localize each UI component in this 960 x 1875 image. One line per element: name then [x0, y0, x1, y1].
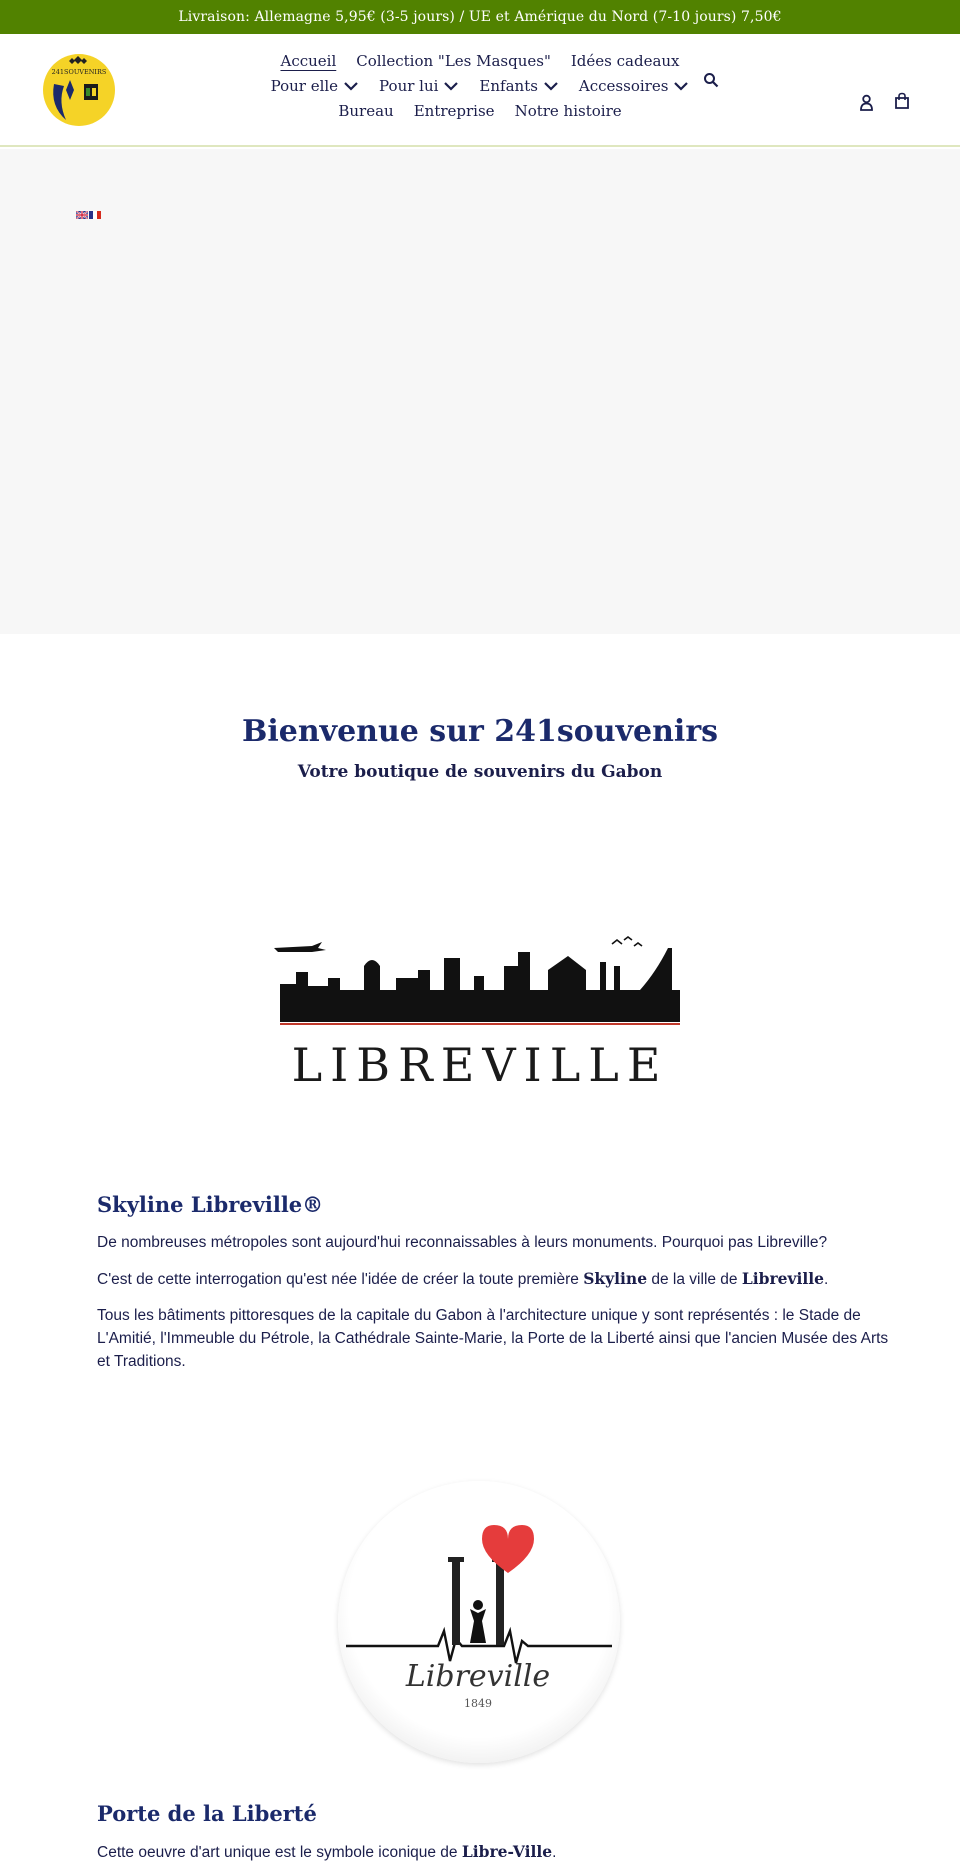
search-icon	[703, 72, 719, 88]
welcome-title: Bienvenue sur 241souvenirs	[241, 714, 719, 749]
nav-label: Pour lui	[379, 76, 439, 95]
skyline-article-p3: Tous les bâtiments pittoresques de la capitale du Gabon à l'architecture unique y sont représentés : le Stade de L'Amitié, l'Immeuble du Pétrole, la Cathédrale Sainte-Marie, la Porte de la Liberté ainsi que l'ancien Musée des Arts et Traditions.	[97, 1307, 889, 1370]
flag-fr-icon[interactable]	[89, 211, 101, 219]
flag-en-icon[interactable]	[76, 211, 88, 219]
skyline-word: LIBREVILLE	[291, 1038, 669, 1092]
announcement-text: Livraison: Allemagne 5,95€ (3-5 jours) / UE et Amérique du Nord (7-10 jours) 7,50€	[178, 9, 782, 25]
libreville-badge-image	[338, 1481, 620, 1763]
nav-label: Accessoires	[578, 76, 669, 95]
nav-label: Collection "Les Masques"	[356, 51, 551, 70]
main-nav	[270, 48, 690, 123]
badge-year: 1849	[464, 1697, 492, 1710]
skyline-graphic	[268, 866, 692, 1154]
nav-item-pour-lui[interactable]	[379, 77, 459, 95]
svg-text:241SOUVENIRS: 241SOUVENIRS	[51, 68, 107, 76]
welcome-section	[0, 714, 960, 782]
hero-banner	[0, 149, 960, 634]
chevron-down-icon	[443, 80, 459, 92]
site-header	[0, 34, 960, 147]
porte-article	[97, 1801, 897, 1875]
logo-graphic	[40, 50, 118, 128]
nav-label: Entreprise	[413, 101, 495, 120]
nav-label: Notre histoire	[514, 101, 622, 120]
nav-item-accessoires[interactable]	[579, 77, 689, 95]
nav-row-2	[271, 73, 690, 98]
chevron-down-icon	[543, 80, 559, 92]
nav-item-enfants[interactable]	[479, 77, 559, 95]
welcome-subtitle: Votre boutique de souvenirs du Gabon	[297, 762, 663, 782]
text-span: .	[824, 1271, 829, 1288]
nav-item-collection-masques[interactable]	[356, 52, 551, 70]
chevron-down-icon	[343, 80, 359, 92]
nav-item-entreprise[interactable]	[414, 102, 495, 120]
nav-row-3	[338, 98, 621, 123]
search-button[interactable]	[703, 72, 719, 88]
nav-label: Enfants	[479, 76, 538, 95]
porte-article-title: Porte de la Liberté	[97, 1801, 317, 1826]
chevron-down-icon	[673, 80, 689, 92]
language-switcher	[76, 211, 101, 219]
nav-label: Idées cadeaux	[570, 51, 680, 70]
skyline-article	[97, 1192, 897, 1386]
porte-article-p1	[97, 1840, 897, 1864]
announcement-bar	[0, 0, 960, 34]
cart-icon	[894, 92, 910, 110]
nav-item-accueil[interactable]	[280, 52, 336, 70]
nav-label: Pour elle	[270, 76, 339, 95]
nav-label: Accueil	[280, 51, 337, 70]
skyline-article-title: Skyline Libreville®	[97, 1192, 324, 1217]
text-span: C'est de cette interrogation qu'est née l'idée de créer la toute première	[97, 1271, 584, 1288]
site-logo[interactable]	[40, 50, 118, 128]
badge-graphic	[338, 1481, 620, 1763]
bold-libre-ville: Libre-Ville	[461, 1842, 553, 1861]
nav-item-notre-histoire[interactable]	[515, 102, 622, 120]
nav-item-idees-cadeaux[interactable]	[571, 52, 680, 70]
nav-row-1	[280, 48, 679, 73]
skyline-libreville-image	[268, 866, 692, 1154]
bold-libreville: Libreville	[741, 1269, 825, 1288]
cart-button[interactable]	[894, 92, 910, 110]
account-icon	[859, 94, 874, 111]
bold-skyline: Skyline	[583, 1269, 648, 1288]
skyline-article-p2	[97, 1267, 897, 1291]
nav-item-bureau[interactable]	[338, 102, 393, 120]
badge-script: Libreville	[405, 1659, 551, 1694]
text-span: de la ville de	[647, 1271, 742, 1288]
text-span: Cette oeuvre d'art unique est le symbole iconique de	[97, 1844, 462, 1861]
text-span: .	[552, 1844, 557, 1861]
account-button[interactable]	[859, 94, 874, 111]
nav-label: Bureau	[338, 101, 394, 120]
skyline-article-p1: De nombreuses métropoles sont aujourd'hui reconnaissables à leurs monuments. Pourquoi pas Libreville?	[97, 1234, 828, 1251]
nav-item-pour-elle[interactable]	[271, 77, 359, 95]
